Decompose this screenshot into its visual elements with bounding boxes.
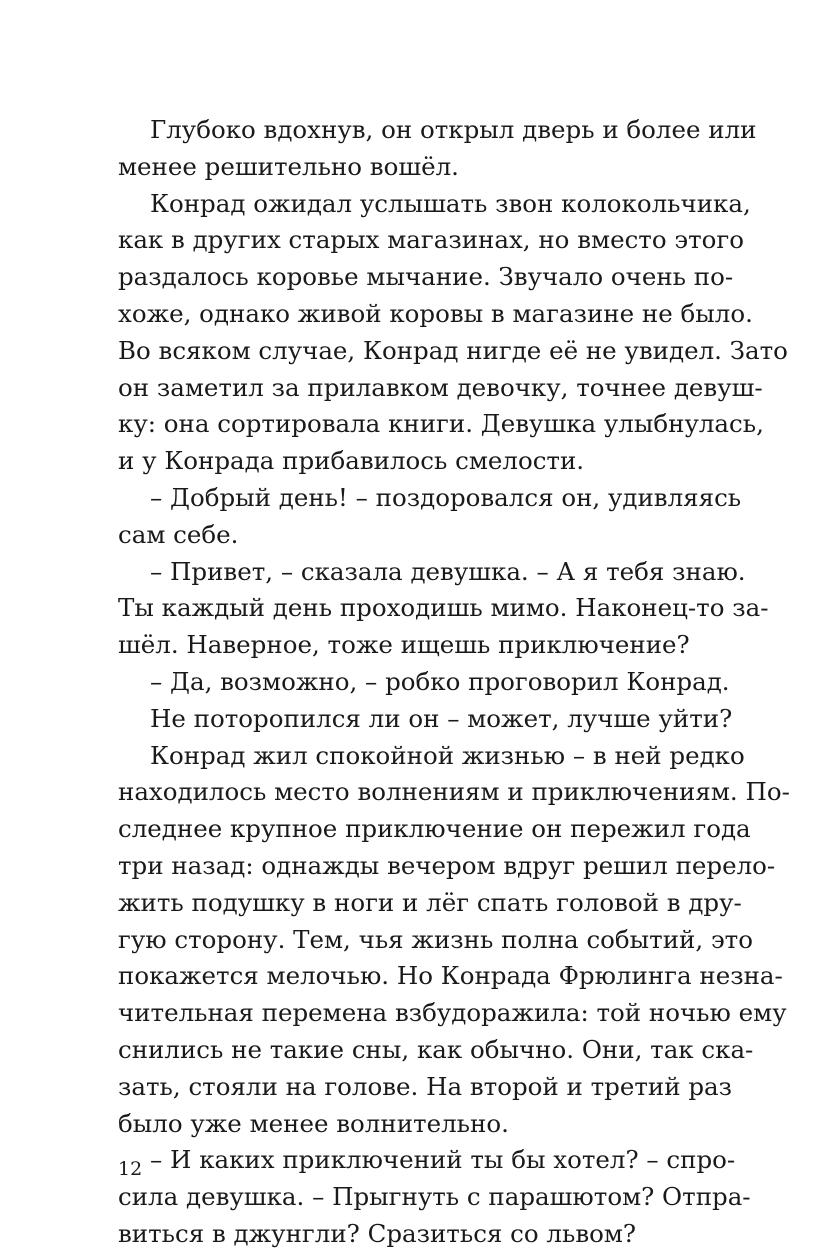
- text-line: ку: она сортировала книги. Девушка улыбнулась,: [118, 409, 764, 439]
- text-line: шёл. Наверное, тоже ищешь приключение?: [118, 630, 690, 660]
- text-line: Глубоко вдохнув, он открыл дверь и более или: [150, 115, 757, 144]
- text-line: жить подушку в ноги и лёг спать головой в дру-: [118, 887, 742, 917]
- text-line: Не поторопился ли он – может, лучше уйти?: [150, 703, 733, 733]
- text-line: сам себе.: [118, 519, 239, 549]
- text-line: и у Конрада прибавилось смелости.: [118, 446, 585, 476]
- text-line: – Привет, – сказала девушка. – А я тебя знаю.: [150, 556, 746, 586]
- text-line: Во всяком случае, Конрад нигде её не увидел. Зато: [118, 335, 788, 365]
- body-text: [118, 112, 790, 1253]
- text-line: хоже, однако живой коровы в магазине не было.: [118, 298, 753, 328]
- text-line: следнее крупное приключение он пережил года: [118, 814, 751, 844]
- text-line: было уже менее волнительно.: [118, 1108, 509, 1138]
- text-line: – И каких приключений ты бы хотел? – спро-: [150, 1145, 736, 1175]
- text-line: Конрад ожидал услышать звон колокольчика,: [150, 188, 751, 218]
- text-line: виться в джунгли? Сразиться со львом?: [118, 1218, 637, 1248]
- text-line: покажется мелочью. Но Конрада Фрюлинга незна-: [118, 961, 783, 991]
- text-line: он заметил за прилавком девочку, точнее девуш-: [118, 372, 763, 402]
- text-line: снились не такие сны, как обычно. Они, так ска-: [118, 1034, 754, 1064]
- text-line: менее решительно вошёл.: [118, 151, 459, 181]
- text-line: гую сторону. Тем, чья жизнь полна событий, это: [118, 924, 753, 954]
- text-line: сила девушка. – Прыгнуть с парашютом? Отпра-: [118, 1182, 751, 1212]
- text-line: находилось место волнениям и приключениям. По-: [118, 777, 790, 807]
- text-line: – Добрый день! – поздоровался он, удивляясь: [150, 482, 742, 512]
- text-line: три назад: однажды вечером вдруг решил перело-: [118, 850, 776, 880]
- text-line: как в других старых магазинах, но вместо этого: [118, 225, 744, 255]
- text-line: чительная перемена взбудоражила: той ночью ему: [118, 998, 787, 1028]
- page-number: 12: [118, 1158, 143, 1180]
- text-line: раздалось коровье мычание. Звучало очень по-: [118, 262, 734, 292]
- text-line: – Да, возможно, – робко проговорил Конрад.: [150, 666, 730, 696]
- text-line: зать, стояли на голове. На второй и третий раз: [118, 1071, 733, 1101]
- text-line: Ты каждый день проходишь мимо. Наконец-то за-: [118, 593, 769, 623]
- text-line: Конрад жил спокойной жизнью – в ней редко: [150, 740, 745, 770]
